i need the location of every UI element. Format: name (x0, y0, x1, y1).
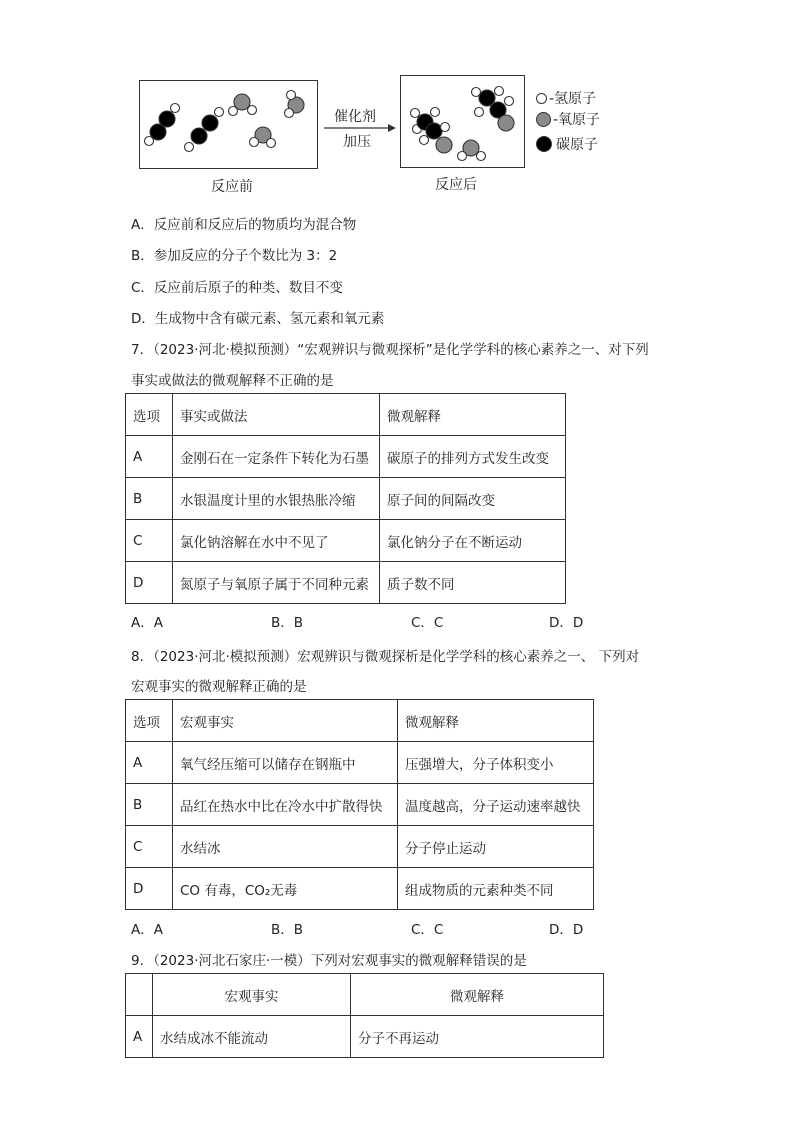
q8-stem-line2: 宏观事实的微观解释正确的是 (131, 679, 307, 695)
carbon-atom (426, 123, 442, 139)
q7-choice-d: D．D (549, 615, 584, 631)
hydrogen-atom (287, 91, 296, 100)
legend-hydrogen: -氢原子 (536, 88, 596, 108)
carbon-legend-icon (536, 136, 552, 152)
table-row (126, 436, 566, 478)
before-molecules (140, 81, 317, 168)
header-cell (126, 974, 153, 1016)
hydrogen-legend-icon (536, 93, 547, 104)
table-row (126, 1016, 604, 1058)
pressure-label: 加压 (343, 134, 371, 150)
hydrogen-atom (431, 108, 440, 117)
after-box (400, 75, 525, 168)
table-cell: CO 有毒，CO₂无毒 (173, 868, 398, 910)
table-cell: 压强增大，分子体积变小 (398, 742, 594, 784)
table-row (126, 784, 594, 826)
table-cell: 水结成冰不能流动 (153, 1016, 351, 1058)
table-cell: 品红在热水中比在冷水中扩散得快 (173, 784, 398, 826)
table-cell: B (126, 478, 173, 520)
header-cell: 微观解释 (398, 700, 594, 742)
table-cell: 氧气经压缩可以储存在钢瓶中 (173, 742, 398, 784)
hydrogen-atom (495, 87, 504, 96)
table-cell: D (126, 562, 173, 604)
carbon-atom (202, 115, 218, 131)
table-row (126, 562, 566, 604)
carbon-atom (159, 111, 175, 127)
hydrogen-atom (267, 139, 276, 148)
table-cell: 分子不再运动 (351, 1016, 604, 1058)
after-label: 反应后 (435, 177, 477, 193)
hydrogen-atom (505, 97, 514, 106)
table-cell: D (126, 868, 173, 910)
table-header-row (126, 974, 604, 1016)
q8-stem-line1: 8．（2023·河北·模拟预测）宏观辨识与微观探析是化学学科的核心素养之一、 下列对 (131, 649, 640, 665)
table-cell: 分子停止运动 (398, 826, 594, 868)
catalyst-label: 催化剂 (334, 109, 376, 125)
hydrogen-atom (229, 107, 238, 116)
table-row (126, 520, 566, 562)
table-cell: 质子数不同 (380, 562, 566, 604)
table-cell: B (126, 784, 173, 826)
q6-option-d: D．生成物中含有碳元素、氢元素和氧元素 (131, 311, 385, 327)
header-cell: 宏观事实 (153, 974, 351, 1016)
table-row (126, 478, 566, 520)
before-box (139, 80, 318, 169)
header-cell: 宏观事实 (173, 700, 398, 742)
header-cell: 选项 (126, 700, 173, 742)
table-cell: 金刚石在一定条件下转化为石墨 (173, 436, 380, 478)
legend-oxygen: -氧原子 (536, 109, 600, 129)
header-cell: 选项 (126, 394, 173, 436)
header-cell: 事实或做法 (173, 394, 380, 436)
before-label: 反应前 (211, 179, 253, 195)
hydrogen-atom (458, 152, 467, 161)
q9-stem-line1: 9．（2023·河北石家庄·一模）下列对宏观事实的微观解释错误的是 (131, 953, 527, 969)
table-cell: 温度越高，分子运动速率越快 (398, 784, 594, 826)
table-row (126, 826, 594, 868)
table-cell: 水银温度计里的水银热胀冷缩 (173, 478, 380, 520)
table-header-row (126, 394, 566, 436)
header-cell: 微观解释 (380, 394, 566, 436)
table-cell: 组成物质的元素种类不同 (398, 868, 594, 910)
carbon-atom (191, 128, 207, 144)
table-row (126, 742, 594, 784)
oxygen-atom (498, 115, 514, 131)
table-cell: A (126, 1016, 153, 1058)
q7-table (125, 393, 566, 604)
table-header-row (126, 700, 594, 742)
q7-choice-c: C．C (411, 615, 444, 631)
q7-stem-line1: 7．（2023·河北·模拟预测）“宏观辨识与微观探析”是化学学科的核心素养之一、对下列 (131, 342, 649, 358)
q8-table (125, 699, 594, 910)
table-cell: A (126, 436, 173, 478)
header-cell: 微观解释 (351, 974, 604, 1016)
table-row (126, 868, 594, 910)
hydrogen-atom (441, 123, 450, 132)
q6-option-b: B．参加反应的分子个数比为 3：2 (131, 248, 338, 264)
table-cell: A (126, 742, 173, 784)
oxygen-legend-icon (536, 112, 551, 127)
hydrogen-atom (248, 106, 257, 115)
hydrogen-atom (171, 104, 180, 113)
table-cell: 氯化钠分子在不断运动 (380, 520, 566, 562)
hydrogen-atom (475, 108, 484, 117)
table-cell: 水结冰 (173, 826, 398, 868)
table-cell: 氮原子与氧原子属于不同种元素 (173, 562, 380, 604)
oxygen-atom (436, 137, 452, 153)
hydrogen-atom (185, 143, 194, 152)
hydrogen-atom (477, 152, 486, 161)
q8-choice-d: D．D (549, 922, 584, 938)
table-cell: 碳原子的排列方式发生改变 (380, 436, 566, 478)
q8-choice-a: A．A (131, 922, 163, 938)
hydrogen-atom (250, 138, 259, 147)
table-cell: C (126, 826, 173, 868)
q8-choice-b: B．B (271, 922, 304, 938)
q6-option-a: A．反应前和反应后的物质均为混合物 (131, 217, 357, 233)
hydrogen-atom (285, 109, 294, 118)
legend-carbon: 碳原子 (536, 134, 598, 154)
q8-choice-c: C．C (411, 922, 444, 938)
q7-stem-line2: 事实或做法的微观解释不正确的是 (131, 373, 334, 389)
q6-option-c: C．反应前后原子的种类、数目不变 (131, 280, 343, 296)
hydrogen-atom (420, 136, 429, 145)
hydrogen-atom (215, 108, 224, 117)
table-cell: 原子间的间隔改变 (380, 478, 566, 520)
hydrogen-atom (411, 109, 420, 118)
table-cell: 氯化钠溶解在水中不见了 (173, 520, 380, 562)
q7-choice-b: B．B (271, 615, 304, 631)
table-cell: C (126, 520, 173, 562)
q7-choice-a: A．A (131, 615, 163, 631)
after-molecules (401, 76, 524, 167)
q9-table (125, 973, 604, 1058)
